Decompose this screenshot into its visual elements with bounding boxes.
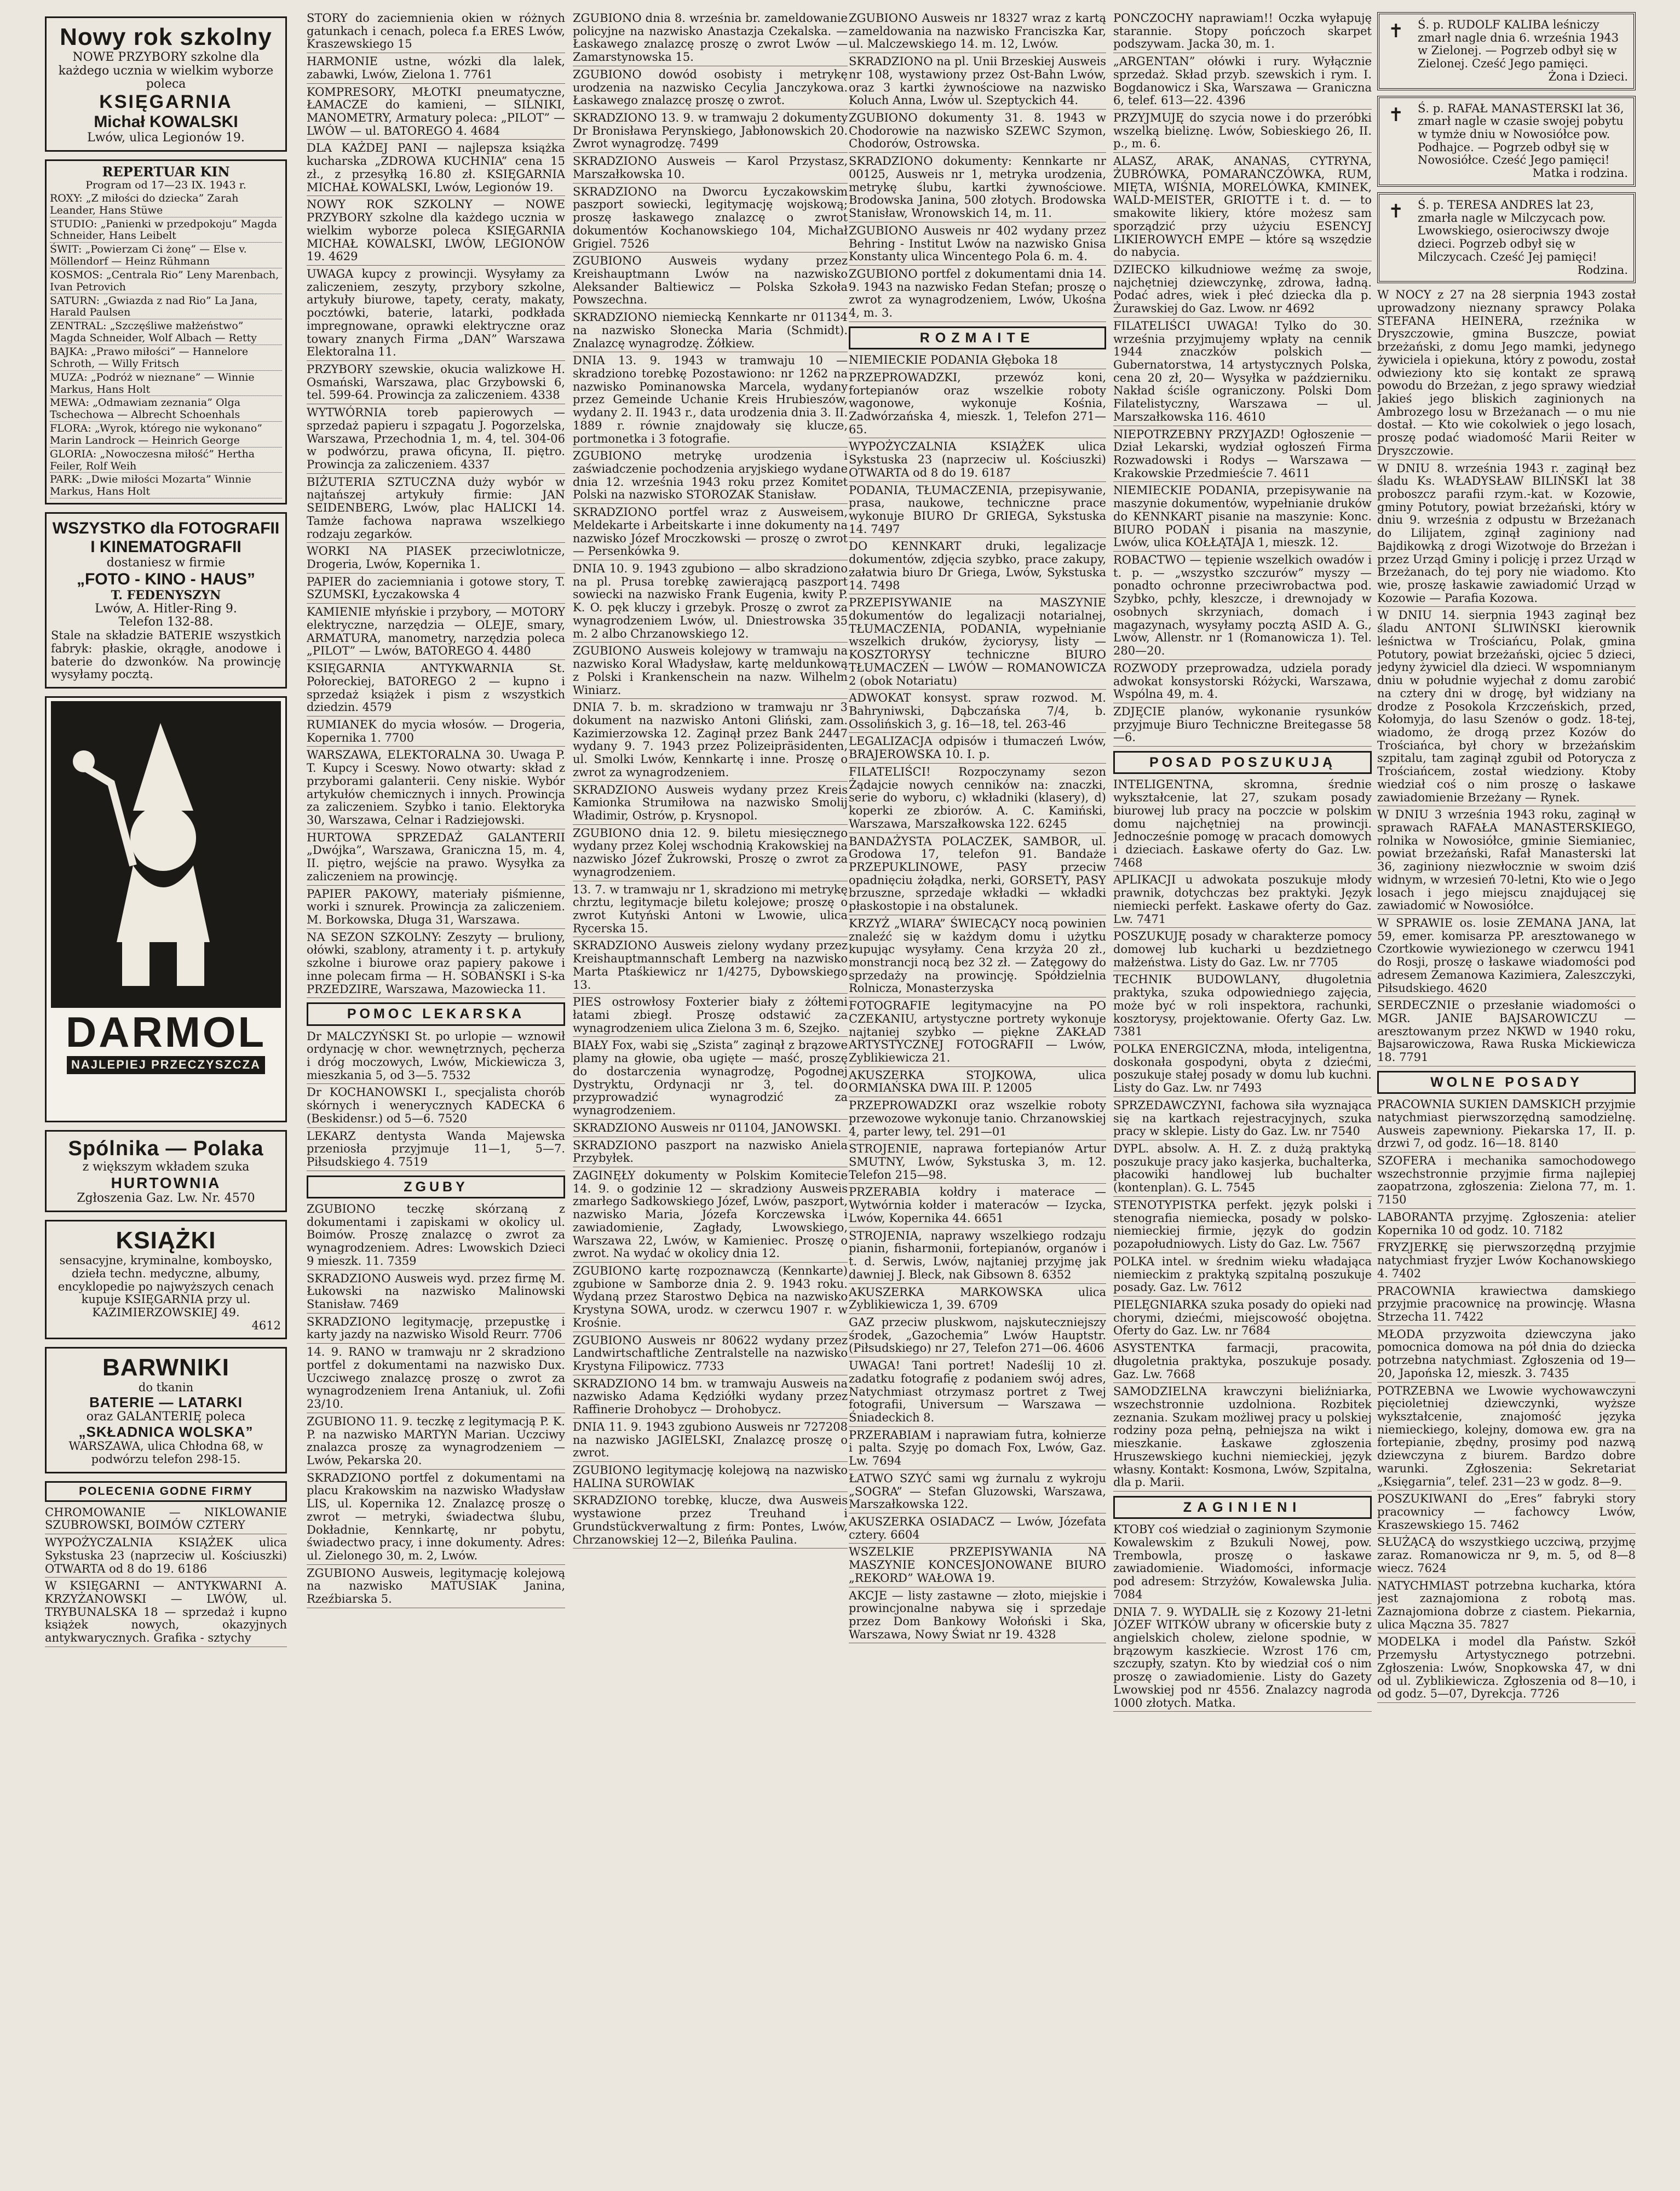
- classified-ad: ROBACTWO — tępienie wszelkich owadów i t. p. — „wszystko szczurów” myszy — ponadto ochronne przeciwrobactwa pod. Szybko, pchły, kleszcze, i drewnojady w osobnych skrzyniach, domach i magazynach, wysyłamy pocztą ASID A. G., Lwów, Allenstr. nr 1 (Romanowicza 1). Tel. 280—20.: [1113, 554, 1372, 660]
- classified-ad: BIAŁY Fox, wabi się „Szista” zaginął z brązowe plamy na głowie, oba ugięte — maść, proszę do dostarczenia wynagrodzę, Pogodnej Dystryktu, Ordynacji nr 3, tel. do przyprowadzić wynagrodzić za wynagrodzeniem.: [573, 1039, 848, 1119]
- ad-text: z większym wkładem szuka: [82, 1160, 250, 1174]
- classified-ad: HARMONIE ustne, wózki dla lalek, zabawki, Lwów, Zielona 1. 7761: [307, 55, 565, 83]
- classified-ad: PRZEPROWADZKI, przewóz koni, fortepianów oraz wszelkie roboty wagonowe, wykonuje Kośnia, Zadwórzańska 4, mieszk. 1, Telefon 271—65.: [849, 371, 1106, 439]
- ad-headline: Spólnika — Polaka: [68, 1137, 264, 1161]
- classified-ad: ZGUBIONO dowód osobisty i metrykę urodzenia na nazwisko Cecylia Janczykowa. Łaskawego znalazcę proszę o zwrot.: [573, 68, 848, 110]
- classified-ad: BIŻUTERIA SZTUCZNA duży wybór w najtańszej artykuły firmie: JAN SEIDENBERG, Lwów, plac HALICKI 14. Tamże fachowa naprawa wszelkiego rodzaju zegarków.: [307, 476, 565, 543]
- ad-text: Zgłoszenia Gaz. Lw. Nr. 4570: [77, 1191, 255, 1205]
- classified-ad: SŁUŻĄCĄ do wszystkiego uczciwą, przyjmę zaraz. Romanowicza nr 9, m. 5, od 8—8 wiecz. 7624: [1377, 1536, 1636, 1577]
- classified-ad: SKRADZIONO torebkę, klucze, dwa Ausweis wystawione przez Treuhand i Grundstückverwaltung z firm: Pontes, Lwów, Chrzanowskiej 12—2, Bileńka Paulina.: [573, 1494, 848, 1548]
- classified-ad: UWAGA! Tani portret! Nadeślij 10 zł. zadatku fotografię z podaniem swój adres, Natychmiast otrzymasz portret z Twej fotografii, Universum — Warszawa — Śniadeckich 8.: [849, 1360, 1106, 1427]
- cross-icon: ✝: [1388, 20, 1404, 42]
- darmol-brand: DARMOL: [65, 1008, 267, 1057]
- section-header: POMOC LEKARSKA: [307, 1002, 565, 1025]
- classified-ad: ZGUBIONO legitymację kolejową na nazwisko HALINA SUROWIAK: [573, 1464, 848, 1492]
- classified-ad: SKRADZIONO portfel z dokumentami na placu Krakowskim na nazwisko Władysław LIS, ul. Kopernika 12. Znalazcę proszę o zwrot — metryki, świadectwa ślubu, Dokładnie, Kennkartę, nr pobytu, świadectwo pracy, i inne dokumenty. Adres: ul. Zielonego 30, m. 2, Lwów.: [307, 1472, 565, 1565]
- classified-ad: W SPRAWIE os. losie ZEMANA JANA, lat 59, emer. komisarza PP. aresztowanego w Czortkowie wywiezionego w czerwcu 1941 do Rosji, proszę o łaskawe wiadomości pod adresem Zemanowa Kazimiera, Zaleszczyki, Piłsudskiego. 4620: [1377, 917, 1636, 997]
- ad-headline: BARWNIKI: [102, 1354, 230, 1381]
- ad-headline: KSIĄŻKI: [116, 1227, 216, 1254]
- classified-ad: POSZUKUJĘ posady w charakterze pomocy domowej lub kucharki u bezdzietnego małżeństwa. Listy do Gaz. Lw. nr 7705: [1113, 930, 1372, 971]
- classified-ad: SKRADZIONO niemiecką Kennkarte nr 01134 na nazwisko Słonecka Maria (Schmidt). Znalazcę wynagrodzę. Żółkiew.: [573, 311, 848, 352]
- classified-ad: „ARGENTAN” ołówki i rury. Wyłącznie sprzedaż. Skład przyb. szewskich i rym. I. Bogdanowicz i Ska, Warszawa — Graniczna 6, telef. 613—22. 4396: [1113, 55, 1372, 110]
- ad-address: Lwów, A. Hitler-Ring 9.: [95, 601, 237, 616]
- column-1: [45, 12, 287, 2181]
- section-header: POLECENIA GODNE FIRMY: [45, 1481, 287, 1502]
- classified-ad: SKRADZIONO Ausweis nr 01104, JANOWSKI.: [573, 1122, 848, 1137]
- ad-owner: Michał KOWALSKI: [94, 112, 238, 131]
- obituary-signature: Matka i rodzina.: [1532, 167, 1628, 180]
- classified-ad: AKUSZERKA STOJKOWA, ulica ORMIAŃSKA DWA III. P. 12005: [849, 1069, 1106, 1097]
- classified-ad: FILATELIŚCI! Rozpoczynamy sezon Żądajcie nowych cenników na: znaczki, serie do wyboru, c) wkładniki (klasery), d) koperki ze zbiorów. A. C. Kamiński, Warszawa, Marszałkowska 122. 6245: [849, 766, 1106, 833]
- barwniki-ad: [45, 1347, 287, 1473]
- classified-ad: NIEMIECKIE PODANIA, przepisywanie na maszynie dokumentów, wypełnianie druków do KENNKART pisanie na maszynie: Konc. BIURO PODAŃ i pisania na maszynie, Lwów, ulica KOŁŁĄTAJA 1, mieszk. 12.: [1113, 484, 1372, 552]
- repertuar-title: REPERTUAR KIN: [102, 164, 230, 180]
- classified-ad: LABORANTA przyjmę. Zgłoszenia: atelier Kopernika 10 od godz. 10. 7182: [1377, 1211, 1636, 1239]
- classified-ad: ZGUBIONO dokumenty 31. 8. 1943 w Chodorowie na nazwisko SZEWC Szymon, Chodorów, Ostrowska.: [849, 112, 1106, 153]
- cinema-row: ŚWIT: „Powierzam Ci żonę” — Else v. Möllendorf — Heinz Rühmann: [50, 244, 282, 268]
- cinema-row: MUZA: „Podróż w nieznane” — Winnie Markus, Hans Holt: [50, 372, 282, 397]
- cinema-row: MEWA: „Odmawiam zeznania” Olga Tschechowa — Albrecht Schoenhals: [50, 397, 282, 422]
- classified-ad: HURTOWA SPRZEDAŻ GALANTERII „Dwójka”, Warszawa, Graniczna 15, m. 4, II. piętro, wejście na prawo. Wysyłka za zaliczeniem na prowincję.: [307, 831, 565, 886]
- classified-ad: POLKA ENERGICZNA, młoda, inteligentna, doskonała gospodyni, obyta z dziećmi, poszukuje stałej posady w domu lub kuchni. Listy do Gaz. Lw. nr 7493: [1113, 1043, 1372, 1097]
- repertuar-kin: [45, 159, 287, 504]
- classified-ad: PAPIER PAKOWY, materiały piśmienne, worki i sznurek. Prowincja za zaliczeniem. M. Borkowska, Długa 31, Warszawa.: [307, 888, 565, 929]
- classified-ad: PRZYBORY szewskie, okucia walizkowe H. Osmański, Warszawa, plac Grzybowski 6, tel. 599-64. Prowincja za zaliczeniem. 4338: [307, 363, 565, 404]
- classified-ad: W NOCY z 27 na 28 sierpnia 1943 został uprowadzony nieznany sprawcy Polaka STEFANA HEINERA, rzeźnika w Dryszczowie, gmina Buszcze, powiat brzeżański, z domu Jego mamki, jedynego żywiciela i opiekuna, który z powodu, został odwieziony kto się kontakt ze sprawą powodu do Brzeżan, z jego sprawy wiedział Jakieś jego bliskich zaginionych na Ambrozego losu w Brzeżanach — o mu nie dostał. — Kto wie cokolwiek o jego losach, proszę podać wiadomość Marii Reiter w Dryszczowie.: [1377, 289, 1636, 460]
- classified-ad: ZDJĘCIE planów, wykonanie rysunków przyjmuje Biuro Techniczne Breitegasse 58—6.: [1113, 706, 1372, 747]
- classified-ad: STROJENIA, naprawy wszelkiego rodzaju pianin, fisharmonii, fortepianów, organów i t. d. Serwis, Lwów, najtaniej przyjmę jak dawniej J. Bleck, nak Gibsown 8. 6352: [849, 1230, 1106, 1284]
- classified-ad: PRZEPROWADZKI oraz wszelkie roboty przewozowe wykonuje tanio. Chrzanowskiej 4, parter lewy, tel. 291—01: [849, 1099, 1106, 1140]
- obituary: [1377, 192, 1636, 283]
- classified-ad: GAZ przeciw pluskwom, najskuteczniejszy środek, „Gazochemia” Lwów Hauptstr. (Piłsudskiego) nr 27, Telefon 271—06. 4606: [849, 1316, 1106, 1357]
- ksiazki-ad: [45, 1220, 287, 1339]
- ad-text: sensacyjne, kryminalne, komboysko, dzieła techn. medyczne, albumy, encyklopedie po najwyższych cenach kupuje KSIĘGARNIA przy ul. KAZIMIERZOWSKIEJ 49.: [57, 1254, 274, 1319]
- classified-ad: ZGUBIONO metrykę urodzenia i zaświadczenie pochodzenia aryjskiego wydane dnia 12. września 1943 roku przez Komitet Polski na nazwisko STOROZAK Stanisław.: [573, 450, 848, 504]
- classified-ad: DLA KAŻDEJ PANI — najlepsza książka kucharska „ZDROWA KUCHNIA” cena 15 zł., z przesyłką 16.80 zł. KSIĘGARNIA MICHAŁ KOWALSKI, Lwów, Legionów 19.: [307, 142, 565, 196]
- ad-text: NOWE PRZYBORY szkolne dla każdego ucznia w wielkim wyborze poleca: [58, 50, 274, 91]
- classified-ad: DNIA 7. 9. WYDALIŁ się z Kozowy 21-letni JÓZEF WITKÓW ubrany w oficerskie buty z angielskich cholew, zielone spodnie, w brązowym kaszkiecie. Wzrost 176 cm, szczupły, szatyn. Kto by wiedział coś o nim proszę o zawiadomienie. Listy do Gazety Lwowskiej pod nr 4556. Znalazcy nagroda 1000 złotych. Matka.: [1113, 1606, 1372, 1712]
- classified-ad: NATYCHMIAST potrzebna kucharka, która jest zaznajomiona z robotą mas. Zaznajomiona dobrze z ciastem. Piekarnia, ulica Mączna 35. 7827: [1377, 1580, 1636, 1634]
- classified-ad: ZGUBIONO teczkę skórzaną z dokumentami i zapiskami w okolicy ul. Boimów. Proszę znalazcę o zwrot za wynagrodzeniem. Adres: Lwowskich Dzieci 9 mieszk. 11. 7359: [307, 1203, 565, 1270]
- cross-icon: ✝: [1388, 200, 1404, 222]
- classified-ad: KRZYŻ „WIARA” ŚWIECĄCY nocą powinien znaleźć się w każdym domu i użytku kupując wysyłamy. Cena krzyża 20 zł., monstrancji nocą bez 32 zł. — Zatęgowy do sprzedaży na prowincję. Spółdzielnia Rolnicza, Monasterzyska: [849, 917, 1106, 997]
- classified-ad: PRZERABIAM i naprawiam futra, kołnierze i palta. Szyję po domach Fox, Lwów, Gaz. Lw. 7694: [849, 1429, 1106, 1470]
- ad-text: BATERIE — LATARKI: [89, 1393, 243, 1410]
- ad-text: oraz GALANTERIĘ poleca: [86, 1410, 246, 1424]
- ad-owner: T. FEDENYSZYN: [111, 588, 221, 603]
- cinema-row: FLORA: „Wyrok, którego nie wykonano” Marin Landrock — Heinrich George: [50, 423, 282, 448]
- classified-ad: SKRADZIONO Ausweis — Karol Przystasz, Marszałkowska 10.: [573, 155, 848, 183]
- obituary-text: Ś. p. RAFAŁ MANASTERSKI lat 36, zmarł nagle w czasie swojej pobytu w tymże dniu w Nowosiółce pow. Podhajce. — Pogrzeb odbył się w Nowosiółce. Cześć Jego pamięci!: [1418, 101, 1624, 167]
- spolnika-ad: [45, 1130, 287, 1212]
- classified-ad: POSZUKIWANI do „Eres” fabryki story pracownicy — fachowcy Lwów, Kraszewskiego 15. 7462: [1377, 1493, 1636, 1534]
- classified-ad: STROJENIE, naprawa fortepianów Artur SMUTNY, Lwów, Sykstuska 3, m. 12. Telefon 215—98.: [849, 1143, 1106, 1184]
- classified-ad: ASYSTENTKA farmacji, pracowita, długoletnia praktyka, poszukuje posady. Gaz. Lw. 7668: [1113, 1342, 1372, 1383]
- classified-ad: DO KENNKART druki, legalizacje dokumentów, zdjęcia szybko, prace zakupy, załatwia biuro Dr Griega, Lwów, Sykstuska 14. 7498: [849, 540, 1106, 594]
- cinema-row: ROXY: „Z miłości do dziecka” Zarah Leander, Hans Stüwe: [50, 193, 282, 217]
- ad-address: Lwów, ulica Legionów 19.: [87, 130, 245, 145]
- classified-ad: KSIĘGARNIA ANTYKWARNIA St. Połoreckiej, BATOREGO 2 — kupno i sprzedaż książek i pism z wszystkich dziedzin. 4579: [307, 662, 565, 716]
- classified-ad: INTELIGENTNA, skromna, średnie wykształcenie, lat 27, szukam posady biurowej lub pracy na poczcie w polskim domu najchętniej na prowincji. Jednocześnie pomogę w pracach domowych i dzieciach. Łaskawe oferty do Gaz. Lw. 7468: [1113, 778, 1372, 871]
- cinema-row: SATURN: „Gwiazda z nad Rio” La Jana, Harald Paulsen: [50, 295, 282, 320]
- classified-ad: Dr KOCHANOWSKI I., specjalista chorób skórnych i wenerycznych KADECKA 6 (Beskidensr.) od 5—6. 7520: [307, 1086, 565, 1127]
- classified-ad: MŁODA przyzwoita dziewczyna jako pomocnica domowa na pół dnia do dziecka potrzebna natychmiast. Zgłoszenia od 19—20, Japońska 12, mieszk. 3. 7435: [1377, 1328, 1636, 1383]
- classified-ad: DNIA 10. 9. 1943 zgubiono — albo skradziono na pl. Prusa torebkę zawierającą paszport sowiecki na nazwisko Frank Eugenia, kwity P. K. O. pęk kluczy i grzebyk. Proszę o zwrot za wynagrodzeniem Lwów, ul. Dniestrowska 35 m. 2 albo Chrzanowskiego 12.: [573, 563, 848, 643]
- classified-ad: PODANIA, TŁUMACZENIA, przepisywanie, prasa, naukowe, techniczne prace wykonuje BIURO Dr GRIEGA, Sykstuska 14. 7497: [849, 484, 1106, 538]
- classified-ad: SERDECZNIE o przesłanie wiadomości o MGR. JANIE BAJSAROWICZU — aresztowanym przez NKWD w 1940 roku, Bajsarowiczowa, Rawa Ruska Mickiewicza 18. 7791: [1377, 999, 1636, 1066]
- classified-ad: LEGALIZACJA odpisów i tłumaczeń Lwów, BRAJEROWSKA 10. I. p.: [849, 735, 1106, 763]
- classified-ad: PIELĘGNIARKA szuka posady do opieki nad chorymi, dziećmi, miejscowość obojętna. Oferty do Gaz. Lw. nr 7684: [1113, 1299, 1372, 1340]
- column-2: [307, 12, 565, 2181]
- classified-ad: WARSZAWA, ELEKTORALNA 30. Uwaga P. T. Kupcy i Sceswy. Nowo otwarty: skład z przyborami galanterii. Ceny niskie. Wybór artykułów chemicznych i innych. Prowincja za zaliczeniem. Szybko i tanio. Elektoryka 30, Warszawa, Celnar i Radziejowski.: [307, 749, 565, 829]
- classified-ad: STENOTYPISTKA perfekt. język polski i stenografia niemiecka, posady w polsko-niemieckiej firmie, język do godzin pozapołudniowych. Listy do Gaz. Lw. 7567: [1113, 1199, 1372, 1253]
- classified-ad: W DNIU 14. sierpnia 1943 zaginął bez śladu ANTONI ŚLIWIŃSKI kierownik leśnictwa w Trościańcu, Polak, gmina Potutory, powiat brzeżański, ojciec 5 dzieci, jedyny żywiciel dla dzieci. W wspomnianym dniu w południe wyjechał z domu zarobić na cztery dni w drogę, był widziany na drodze z Posokola Krzczeńskich, przed, Kołomyja, do lasu Szenów o godz. 18-tej, wiadomo, że drogą przez Kozów do Trościańca, był chory w brzeżańskim szpitalu, tam zaginął zgubił od Potorycza z Trościańcem, został wiedziony. Ktoby wiedział coś o nim proszę o łaskawe zawiadomienie Brzeżany — Rynek.: [1377, 609, 1636, 806]
- classified-ad: WYPOŻYCZALNIA KSIĄŻEK ulica Sykstuska 23 (naprzeciw ul. Kościuszki) OTWARTA od 8 do 19. 6186: [45, 1536, 287, 1578]
- obituary-signature: Rodzina.: [1577, 263, 1628, 277]
- classified-ad: PIES ostrowłosy Foxterier biały z żółtemi łatami zbiegł. Proszę odstawić za wynagrodzeniem ulica Zielona 3 m. 6, Szejko.: [573, 996, 848, 1037]
- classified-ad: KOMPRESORY, MŁOTKI pneumatyczne, ŁAMACZE do kamieni, — SILNIKI, MANOMETRY, Armatury poleca: „PILOT” — LWÓW — ul. BATOREGO 4. 4684: [307, 86, 565, 140]
- classified-ad: AKCJE — listy zastawne — złoto, miejskie i prowincjonalne nabywa się i sprzedaje przez Dom Bankowy Wołoński i Ska, Warszawa, Nowy Świat nr 19. 4328: [849, 1590, 1106, 1644]
- classified-ad: PRACOWNIA SUKIEN DAMSKICH przyjmie natychmiast pierwszorzędną samodzielnę. Ausweis zapewniony. Piekarska 17, II. p. drzwi 7, od godz. 16—18. 8140: [1377, 1098, 1636, 1152]
- classified-ad: KAMIENIE młyńskie i przybory, — MOTORY elektryczne, narzędzia — OLEJE, smary, ARMATURA, manometry, narzędzia poleca „PILOT” — Lwów, BATOREGO 4. 4480: [307, 606, 565, 660]
- classified-ad: ZGUBIONO Ausweis nr 402 wydany przez Behring - Institut Lwów na nazwisko Gnisa Konstanty ulica Wincentego Pola 6. m. 4.: [849, 225, 1106, 266]
- column-6: [1377, 12, 1636, 2181]
- classified-ad: DYPL. absolw. A. H. Z. z dużą praktyką poszukuje pracy jako kasjerka, buchalterka, płacowiki handlowej lub buchalter (kontenplan). G. L. 7545: [1113, 1143, 1372, 1197]
- classified-ad: ŁATWO SZYĆ sami wg żurnalu z wykroju „SOGRA” — Stefan Gluzowski, Warszawa, Marszałkowska 122.: [849, 1472, 1106, 1513]
- cinema-row: KOSMOS: „Centrala Rio” Leny Marenbach, Ivan Petrovich: [50, 269, 282, 294]
- classified-ad: SKRADZIONO na pl. Unii Brzeskiej Ausweis nr 108, wystawiony przez Ost-Bahn Lwów, oraz 3 kartki żywnościowe na nazwisko Koluch Anna, Lwów ul. Szeptyckich 44.: [849, 55, 1106, 110]
- classified-ad: SKRADZIONO Ausweis zielony wydany przez Kreishauptmannschaft Lemberg na nazwisko Marta Ptaśkiewicz nr 1/4275, Dybowskiego 13.: [573, 939, 848, 994]
- classified-ad: ALASZ, ARAK, ANANAS, CYTRYNA, ŻUBRÓWKA, POMARAŃCZÓWKA, RUM, MIĘTA, WIŚNIA, MORELÓWKA, KMINEK, WALD-MEISTER, GRIOTTE i t. d. — to smakowite likiery, które możesz sam sporządzić przy użyciu ESENCYJ LIKIEROWYCH EMPE — które są wszędzie do nabycia.: [1113, 155, 1372, 261]
- section-header: ROZMAITE: [849, 326, 1106, 349]
- classified-ad: KTOBY coś wiedział o zaginionym Szymonie Kowalewskim z Bzukuli Nowej, pow. Trembowla, proszę o łaskawe zawiadomienie. Wiadomości, informacje pod adresem: Strzyżów, Kowalewska Julia. 7084: [1113, 1523, 1372, 1603]
- classified-ad: ZGUBIONO Ausweis nr 80622 wydany przez Landwirtschaftliche Zentralstelle na nazwisko Krystyna Filipowicz. 7733: [573, 1334, 848, 1375]
- section-header: ZAGINIENI: [1113, 1496, 1372, 1519]
- classified-ad: UWAGA kupcy z prowincji. Wysyłamy za zaliczeniem, zeszyty, przybory szkolne, artykuły biurowe, tapety, ceraty, makaty, pocztówki, baterie, latarki, podkłada impregnowane, oprawki elektryczne oraz towary znanych Firma „DAN” Warszawa Elektoralna 11.: [307, 268, 565, 361]
- classified-ad: SKRADZIONO paszport na nazwisko Aniela Przybyłek.: [573, 1139, 848, 1167]
- classified-ad: PAPIER do zaciemniania i gotowe story, T. SZUMSKI, Łyczakowska 4: [307, 576, 565, 604]
- ad-name: „SKŁADNICA WOLSKA”: [78, 1424, 254, 1441]
- classified-ad: STORY do zaciemnienia okien w różnych gatunkach i cenach, poleca f.a ERES Lwów, Kraszewskiego 15: [307, 12, 565, 53]
- ad-text: do tkanin: [138, 1381, 194, 1395]
- classified-ad: APLIKACJI u adwokata poszukuje młody prawnik, dotychczas bez praktyki. Język niemiecki perfekt. Łaskawe oferty do Gaz. Lw. 7471: [1113, 874, 1372, 928]
- darmol-tagline: NAJLEPIEJ PRZECZYSZCZA: [67, 1056, 265, 1074]
- obituary: [1377, 96, 1636, 187]
- classified-ad: W DNIU 8. września 1943 r. zaginął bez śladu Ks. WŁADYSŁAW BILIŃSKI lat 38 proboszcz parafii rzym.-kat. w Kozowie, gminy Potutory, powiat brzeżański, który w dniu 9. września z odpustu w Brzeżanach do Lilijatem, zginął zaginiony nad Bajdikowką z drogi Wizotwoje do Brzeżan i przez Urząd Gminy i policję i przez Urząd w Brzeżanach, do tej pory nie wiadomo. Kto wie, proszę łaskawie zawiadomić Urząd w Kozowie — Parafia Kozowa.: [1377, 462, 1636, 607]
- ad-name: HURTOWNIA: [111, 1174, 221, 1191]
- classified-ad: SKRADZIONO dokumenty: Kennkarte nr 00125, Ausweis nr 1, metryka urodzenia, metrykę ślubu, kartki żywnościowe. Brodowska Janina, 500 złotych. Brodowska Stanisław, Wronowskich 14, m. 11.: [849, 155, 1106, 222]
- classified-ad: ZGUBIONO dnia 12. 9. biletu miesięcznego wydany przez Kolej wschodnią Krakowskiej na nazwisko Józef Żukrowski, Proszę o zwrot za wynagrodzeniem.: [573, 827, 848, 881]
- cinema-row: ZENTRAL: „Szczęśliwe małżeństwo” Magda Schneider, Wolf Albach — Retty: [50, 320, 282, 345]
- cinema-row: GLORIA: „Nowoczesna miłość” Hertha Feiler, Rolf Weih: [50, 449, 282, 473]
- ksiegarnia-kowalski-ad: [45, 16, 287, 152]
- classified-ad: LEKARZ dentysta Wanda Majewska przeniosła przyjmuje 11—1, 5—7. Piłsudskiego 4. 7519: [307, 1130, 565, 1171]
- section-header: ZGUBY: [307, 1175, 565, 1198]
- classified-ad: ZGUBIONO portfel z dokumentami dnia 14. 9. 1943 na nazwisko Fedan Stefan; proszę o zwrot za wynagrodzeniem, Lwów, Ukośna 4, m. 3.: [849, 268, 1106, 322]
- classified-ad: ZAGINĘŁY dokumenty w Polskim Komitecie 14. 9. o godzinie 12 — skradziony Ausweis zmarłego Sadkowskiego Józef, Lwów, paszport, nazwisko Maria, Józefa Korczewska i zawiadomienie, Zagłady, Lwowskiego, Warszawa 22, Lwów, w Kamieniec. Proszę o zwrot. Na wydać w okolicy dnia 12.: [573, 1169, 848, 1263]
- ad-headline: Nowy rok szkolny: [60, 24, 272, 50]
- obituary-signature: Żona i Dzieci.: [1548, 70, 1628, 83]
- classified-ad: TECHNIK BUDOWLANY, długoletnia praktyka, szuka odpowiedniego zajęcia, może być w roli inspektora, rachunki, kosztorysy, projektowanie. Oferty Gaz. Lw. 7381: [1113, 973, 1372, 1041]
- classified-ad: NIEPOTRZEBNY PRZYJAZD! Ogłoszenie — Dział Lekarski, wydział ogłoszeń Firma Rozwadowski i Rodys — Warszawa — Krakowskie Przedmieście 7. 4611: [1113, 428, 1372, 483]
- classified-ad: WYTWÓRNIA toreb papierowych — sprzedaż papieru i szpagatu J. Pogorzelska, Warszawa, Przechodnia 1, m. 4, tel. 304-06 w podwórzu, prawa oficyna, II. piętro. Prowincja za zaliczeniem. 4337: [307, 406, 565, 474]
- classified-ad: SAMODZIELNA krawczyni bieliźniarka, wszechstronnie uzdolniona. Rozbitek zeznania. Szukam możliwej pracy u polskiej rodziny poza pełną, pełniejsza na wikt i mieszkanie. Łaskawe zgłoszenia Hruszewskiego kuchni niemieckiej, język własny. Kontakt: Kosmona, Lwów, Szpitalna, dla p. Marii.: [1113, 1385, 1372, 1492]
- classified-ad: AKUSZERKA MARKOWSKA ulica Zyblikiewicza 1, 39. 6709: [849, 1286, 1106, 1314]
- classified-ad: BANDAŻYSTA POLACZEK, SAMBOR, ul. Grodowa 17, telefon 91. Bandaże PRZEPUKLINOWE, PASY przeciw opadnięciu żołądka, nerki, GORSETY, PASY brzuszne, sprzedaje wkładki — wkładki płaskostopie i na obstalunek.: [849, 835, 1106, 915]
- repertuar-program: Program od 17—23 IX. 1943 r.: [85, 179, 246, 192]
- classified-ad: NOWY ROK SZKOLNY — NOWE PRZYBORY szkolne dla każdego ucznia w wielkim wyborze poleca KSIĘGARNIA MICHAŁ KOWALSKI, LWÓW, LEGIONÓW 19. 4629: [307, 198, 565, 266]
- classified-ad: RUMIANEK do mycia włosów. — Drogeria, Kopernika 1. 7700: [307, 719, 565, 747]
- classified-ad: AKUSZERKA OSIADACZ — Lwów, Józefata cztery. 6604: [849, 1516, 1106, 1544]
- ad-phone: Telefon 132-88.: [118, 615, 214, 629]
- classified-ad: NA SEZON SZKOLNY: Zeszyty — bruliony, ołówki, szablony, atramenty i t. p. artykuły szkolne i biurowe oraz papiery pakowe i inne polecam firma — H. SOBAŃSKI i S-ka PRZEDZIRE, Warszawa, Mazowiecka 11.: [307, 931, 565, 999]
- classified-ad: FOTOGRAFIE legitymacyjne na PO CZEKANIU, artystyczne portrety wykonuje najtaniej szybko — piękne ZAKŁAD ARTYSTYCZNEJ FOTOGRAFII — Lwów, Zyblikiewicza 21.: [849, 1000, 1106, 1067]
- classified-ad: W DNIU 3 września 1943 roku, zaginął w sprawach RAFAŁA MANASTERSKIEGO, rolnika w Nowosiółce, gminie Siemianiec, powiat brzeżański, Rafał Manasterski lat 36, zaginiony niezwłocznie w swoim dziś widnym, w wrzesień 70-letni, Kto wie o Jego losach i jego miejscu znajdującej się zawiadomić w Nowosiółce.: [1377, 808, 1636, 915]
- classified-ad: ZGUBIONO Ausweis, legitymację kolejową na nazwisko MATUSIAK Janina, Rzeźbiarska 5.: [307, 1567, 565, 1608]
- column-4: [849, 12, 1106, 2181]
- classified-ad: 13. 7. w tramwaju nr 1, skradziono mi metrykę chrztu, legitymacje biletu kolejowe; proszę o zwrot Kutyński Antoni w Lwowie, ulica Rycerska 15.: [573, 884, 848, 938]
- column-3: [573, 12, 848, 2181]
- cinema-row: BAJKA: „Prawo miłości” — Hannelore Schroth, — Willy Fritsch: [50, 346, 282, 371]
- classified-ad: Dr MALCZYŃSKI St. po urlopie — wznowił ordynację w chor. wewnętrznych, pęcherza i dróg moczowych, Lwów, Mickiewicza 3, mieszkania 5, od 3—5. 7532: [307, 1030, 565, 1085]
- section-header: POSAD POSZUKUJĄ: [1113, 751, 1372, 774]
- classified-ad: ZGUBIONO Ausweis wydany przez Kreishauptmann Lwów na nazwisko Aleksander Baltiewicz — Polska Szkoła Powszechna.: [573, 255, 848, 309]
- ad-headline: WSZYSTKO dla FOTOGRAFII I KINEMATOGRAFII: [52, 519, 280, 557]
- classified-ad: SKRADZIONO portfel wraz z Ausweisem, Meldekarte i Arbeitskarte i inne dokumenty na nazwisko Józef Mroczkowski — proszę o zwrot — Persenkówka 9.: [573, 506, 848, 560]
- classified-ad: ZGUBIONO kartę rozpoznawczą (Kennkarte) zgubione w Samborze dnia 2. 9. 1943 roku. Wydaną przez Starostwo Dębica na nazwisko Krystyna SOWA, urodz. w czerwcu 1907 r. w Krośnie.: [573, 1265, 848, 1332]
- obituary-text: Ś. p. TERESA ANDRES lat 23, zmarła nagle w Milczycach pow. Lwowskiego, osierociwszy dwoje dzieci. Pogrzeb odbył się w Milczycach. Cześć Jej pamięci!: [1418, 198, 1609, 263]
- classified-ad: SKRADZIONO 14 bm. w tramwaju Ausweis na nazwisko Adama Kędziółki wydany przez Raffinerie Drohobycz — Drohobycz.: [573, 1378, 848, 1419]
- cinema-row: STUDIO: „Panienki w przedpokoju” Magda Schneider, Hans Leibelt: [50, 219, 282, 243]
- classified-ad: DZIECKO kilkudniowe weźmę za swoje, najchętniej dziewczynkę, zdrowa, ładną. Podać adres, wiek i płeć dziecka dla p. Żurawskiej do Gaz. Lwow. nr 4692: [1113, 263, 1372, 318]
- section-header: WOLNE POSADY: [1377, 1071, 1636, 1094]
- classified-ad: ADWOKAT konsyst. spraw rozwod. M. Bahryniwski, Dąbczańska 7/4, b. Ossolińskich 3, g. 16—18, tel. 263-46: [849, 692, 1106, 733]
- classified-ad: PRZERABIA kołdry i materace — Wytwórnia kołder i materaców — Izycka, Lwów, Kopernika 44. 6651: [849, 1186, 1106, 1227]
- cross-icon: ✝: [1388, 104, 1404, 126]
- classified-ad: CHROMOWANIE — NIKLOWANIE SZUBROWSKI, BOIMÓW CZTERY: [45, 1506, 287, 1534]
- classified-ad: SKRADZIONO legitymację, przepustkę i karty jazdy na nazwisko Wisold Reurr. 7706: [307, 1316, 565, 1344]
- classified-ad: FILATELIŚCI UWAGA! Tylko do 30. września przyjmujemy wpłaty na cennik 1944 znaczków polskich — Gubernatorstwa, 14 artystycznych Polska, cena 20 zł, 20— Wysyłka w październiku. Nakład ściśle ograniczony. Polski Dom Filatelistyczny, Warszawa — ul. Marszałkowska 116. 4610: [1113, 320, 1372, 426]
- cinema-row: PARK: „Dwie miłości Mozarta” Winnie Markus, Hans Holt: [50, 474, 282, 498]
- classified-ad: SPRZEDAWCZYNI, fachowa siła wyznająca się na kartkach rejestracyjnych, szuka pracy w sklepie. Listy do Gaz. Lw. nr 7540: [1113, 1099, 1372, 1140]
- classified-ad: ROZWODY przeprowadza, udziela porady adwokat konsystorski Różycki, Warszawa, Wspólna 49, m. 4.: [1113, 662, 1372, 703]
- obituary-text: Ś. p. RUDOLF KALIBA leśniczy zmarł nagle dnia 6. września 1943 w Zielonej. — Pogrzeb odbył się w Zielonej. Cześć Jego pamięci.: [1418, 18, 1619, 71]
- classified-ad: SZOFERA i mechanika samochodowego wszechstronnie przyjmie firma najlepiej zaopatrzona, zgłoszenia: Zielona 77, m. 1. 7150: [1377, 1155, 1636, 1209]
- classified-ad: WYPOŻYCZALNIA KSIĄŻEK ulica Sykstuska 23 (naprzeciw ul. Kościuszki) OTWARTA od 8 do 19. 6187: [849, 440, 1106, 481]
- classified-ad: FRYZJERKĘ się pierwszorzędną przyjmie natychmiast fryzjer Lwów Kochanowskiego 4. 7402: [1377, 1241, 1636, 1282]
- ad-text: dostaniesz w firmie: [106, 555, 226, 570]
- classified-ad: W KSIĘGARNI — ANTYKWARNI A. KRZYŻANOWSKI — LWÓW, ul. TRYBUNALSKA 18 — sprzedaż i kupno książek nowych, okazyjnych antykwarycznych. Grafika - sztychy: [45, 1580, 287, 1647]
- classified-ad: WSZELKIE PRZEPISYWANIA NA MASZYNIE KONCESJONOWANE BIURO „REKORD” WAŁOWA 19.: [849, 1546, 1106, 1587]
- classified-ad: ZGUBIONO Ausweis nr 18327 wraz z kartą zameldowania na nazwisko Franciszka Kar, ul. Malczewskiego 14. m. 12, Lwów.: [849, 12, 1106, 53]
- ad-address: WARSZAWA, ulica Chłodna 68, w podwórzu telefon 298-15.: [68, 1439, 263, 1466]
- classified-ad: SKRADZIONO Ausweis wyd. przez firmę M. Łukowski na nazwisko Malinowski Stanisław. 7469: [307, 1272, 565, 1314]
- ad-text: Stale na składzie BATERIE wszystkich fabryk: płaskie, okrągłe, anodowe i baterie do dzwonków. Na prowincję wysyłamy pocztą.: [51, 629, 281, 681]
- classified-ad: DNIA 13. 9. 1943 w tramwaju 10 — skradziono torebkę Pozostawiono: nr 1262 na nazwisko Pominanowska Marcela, wydany przez Gemeinde Uchanie Kreis Hrubieszów, wydany 2. II. 1943 r., data urodzenia dnia 3. II. 1889 r. równie znajdowały się klucze, portmonetka i 3 fotografie.: [573, 354, 848, 448]
- gnome-illustration-icon: [51, 701, 281, 1008]
- classified-ad: PRACOWNIA krawiectwa damskiego przyjmie pracownicę na prowincję. Własna Strzecha 11. 7422: [1377, 1285, 1636, 1326]
- classified-ad: SKRADZIONO 13. 9. w tramwaju 2 dokumenty Dr Bronisława Perynskiego, Jabłonowskich 20. Zwrot wynagrodzę. 7499: [573, 112, 848, 153]
- classified-ad: 14. 9. RANO w tramwaju nr 2 skradziono portfel z dokumentami na nazwisko Dux. Uczciwego znalazcę proszę o zwrot za wynagrodzeniem Irena Antaniuk, ul. Zofii 23/10.: [307, 1346, 565, 1413]
- obituary: [1377, 12, 1636, 90]
- darmol-ad: [45, 696, 287, 1122]
- ad-name: „FOTO - KINO - HAUS”: [76, 570, 256, 588]
- classified-ad: PRZEPISYWANIE na MASZYNIE dokumentów do legalizacji notarialnej, TŁUMACZENIA, PODANIA, wypełnianie wszelkich druków, życiorysy, listy — KOSZTORYSY techniczne BIURO TŁUMACZEŃ — LWÓW — ROMANOWICZA 2 (obok Notariatu): [849, 596, 1106, 690]
- column-5: [1113, 12, 1372, 2181]
- classified-ad: DNIA 11. 9. 1943 zgubiono Ausweis nr 727208 na nazwisko JAGIELSKI, Znalazcę proszę o zwrot.: [573, 1421, 848, 1462]
- classified-ad: SKRADZIONO Ausweis wydany przez Kreis Kamionka Strumiłowa na nazwisko Smolij Władimir, Ostrów, p. Krysnopol.: [573, 784, 848, 825]
- classified-ad: ZGUBIONO 11. 9. teczkę z legitymacją P. K. P. na nazwisko MARTYN Marian. Uczciwy znalazca proszę za wynagrodzeniem — Lwów, Pekarska 20.: [307, 1415, 565, 1470]
- classified-ad: POTRZEBNA we Lwowie wychowawczyni pięcioletniej dziewczynki, wyższe wykształcenie, znajomość języka niemieckiego, kolejny, domowa ew. gra na fortepianie, zbędny, prosimy pod nazwą dziewczyna z biurem. Bardzo dobre warunki. Zgłoszenia: Sekretariat „Księgarnia”, telef. 231—23 w godz. 8—9.: [1377, 1385, 1636, 1491]
- classified-ad: SKRADZIONO na Dworcu Łyczakowskim paszport sowiecki, legitymację wojskową; proszę łaskawego znalazcę o zwrot dokumentów Kochanowskiego 104, Michał Grigiel. 7526: [573, 186, 848, 253]
- classified-ad: ZGUBIONO dnia 8. września br. zameldowanie policyjne na nazwisko Anastazja Czekalska. — Łaskawego znalazcę proszę o zwrot Lwów — Zamarstynowska 15.: [573, 12, 848, 66]
- classified-ad: WORKI NA PIASEK przeciwlotnicze, Drogeria, Lwów, Kopernika 1.: [307, 545, 565, 573]
- ad-number: 4612: [251, 1318, 281, 1332]
- ad-name: KSIĘGARNIA: [99, 91, 233, 113]
- classified-ad: POLKA intel. w średnim wieku władająca niemieckim z praktyką szpitalną poszukuje posady. Gaz. Lw. 7612: [1113, 1255, 1372, 1297]
- classified-ad: ZGUBIONO Ausweis kolejowy w tramwaju na nazwisko Koral Władysław, kartę meldunkową z Polski i Krankenschein na nazw. Wilhelm Winiarz.: [573, 645, 848, 699]
- classified-ad: DNIA 7. b. m. skradziono w tramwaju nr 3 dokument na nazwisko Antoni Gliński, zam. Kazimierzowska 12. Zaginął przez Bank 2447 wydany 9. 7. 1943 przez Polizeipräsidenten, ul. Smolki Lwów, Kennkartę i inne. Proszę o zwrot za wynagrodzeniem.: [573, 701, 848, 781]
- classified-ad: PRZYJMUJĘ do szycia nowe i do przeróbki wszelką bieliznę. Lwów, Sobieskiego 26, II. p., m. 6.: [1113, 112, 1372, 153]
- foto-kino-haus-ad: [45, 512, 287, 689]
- classified-ad: NIEMIECKIE PODANIA Głęboka 18: [849, 354, 1106, 369]
- classified-ad: MODELKA i model dla Państw. Szkół Przemysłu Artystycznego potrzebni. Zgłoszenia: Lwów, Snopkowska 47, w dni od ul. Zyblikiewicza. Zgłoszenia od 8—10, i od godz. 5—07, Dyrekcja. 7726: [1377, 1636, 1636, 1703]
- classified-ad: POŃCZOCHY naprawiam!! Oczka wyłapuję starannie. Stopy pończoch skarpet podszywam. Jacka 30, m. 1.: [1113, 12, 1372, 53]
